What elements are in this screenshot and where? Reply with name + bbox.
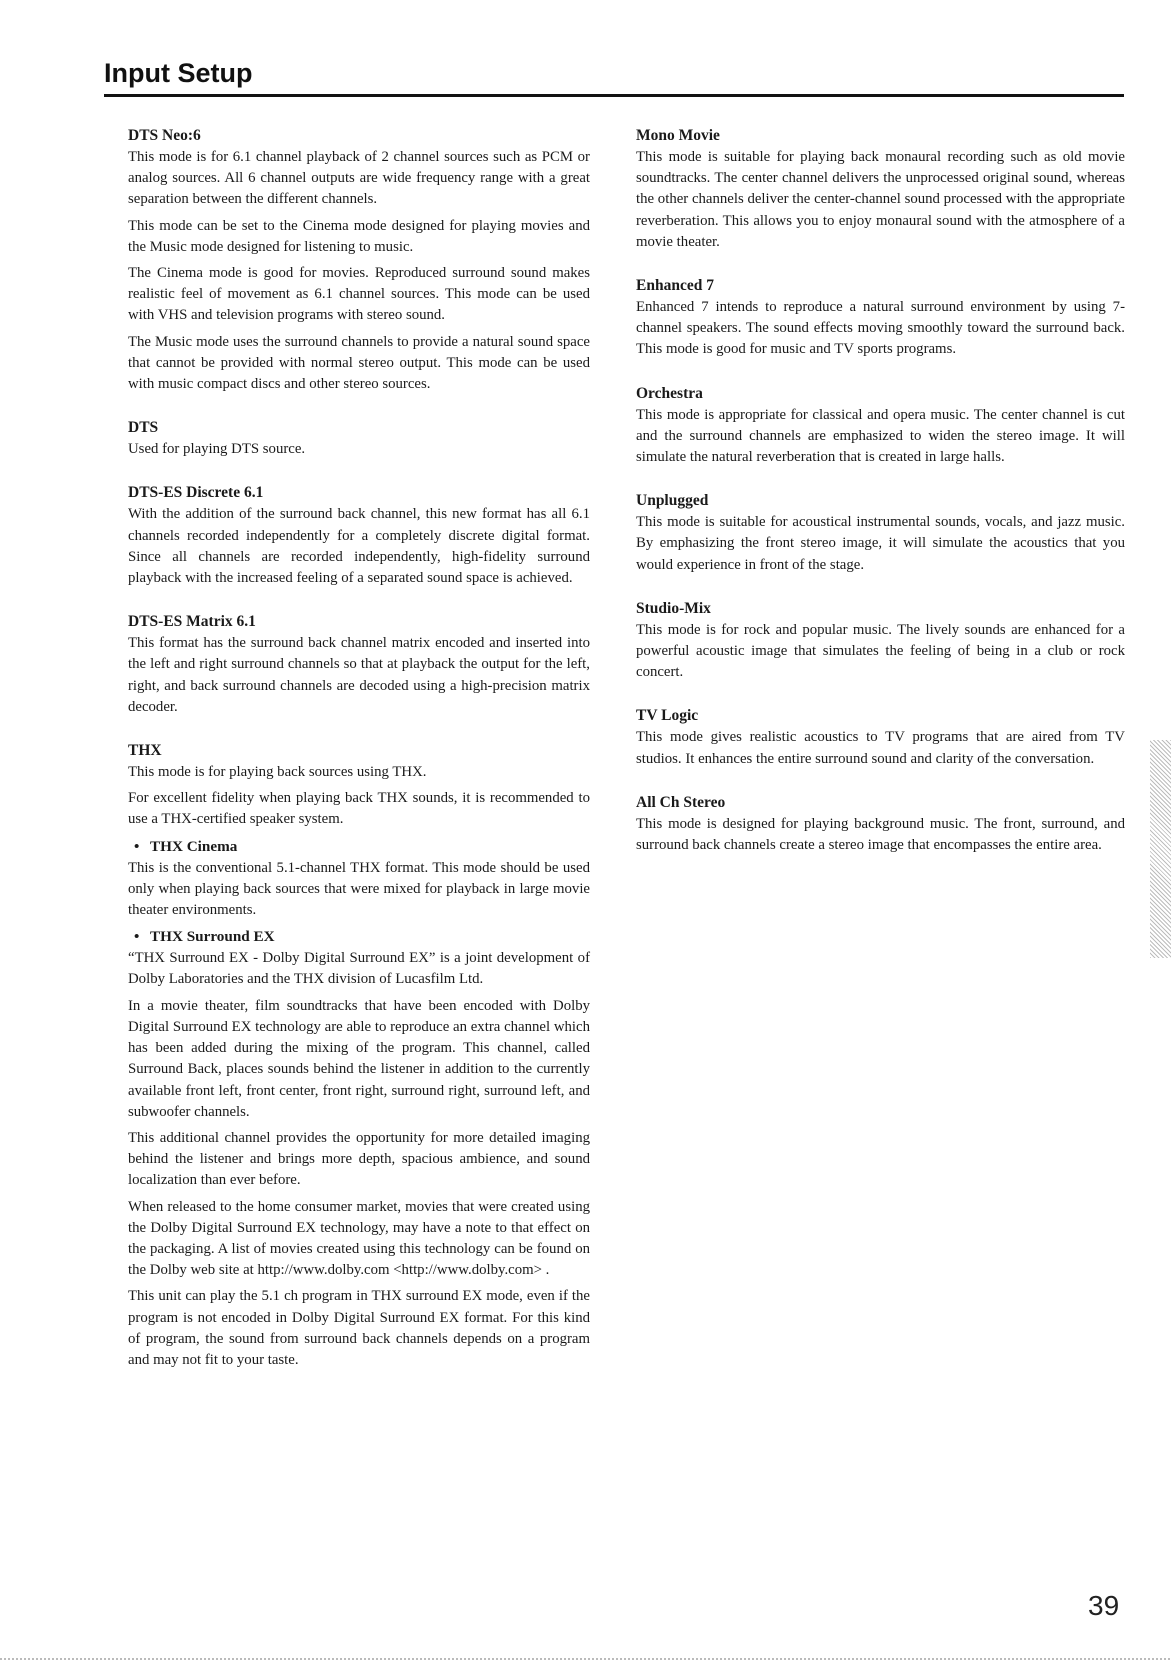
subsection-title-text: THX Surround EX — [150, 928, 275, 946]
page-header — [104, 57, 1124, 97]
paragraph: Enhanced 7 intends to reproduce a natural surround environment by using 7-channel speakers. The sound effects moving smoothly toward the surround back. This mode is good for music and TV sports programs. — [636, 299, 1125, 358]
section-enhanced-7 — [636, 275, 1125, 361]
subsection-thx-surround-ex — [128, 926, 590, 1371]
section-title: THX — [128, 742, 162, 760]
section-dts-es-discrete-6-1 — [128, 482, 590, 589]
paragraph: This mode is suitable for playing back monaural recording such as old movie soundtracks. The center channel delivers the unprocessed original sound, whereas the other channels deliver the center-channel sound processed with the appropriate reverberation. This allows you to enjoy monaural sound with the atmosphere of a movie theater. — [636, 149, 1125, 250]
subsection-thx-cinema — [128, 836, 590, 922]
section-title: DTS-ES Matrix 6.1 — [128, 613, 256, 631]
section-studio-mix — [636, 598, 1125, 684]
edge-tab-marker — [1150, 740, 1171, 958]
paragraph: The Cinema mode is good for movies. Reproduced surround sound makes realistic feel of movement as 6.1 channel sources. This mode can be used with VHS and television programs with stereo sound. — [128, 265, 590, 324]
section-thx — [128, 740, 590, 1371]
left-column — [128, 125, 590, 1393]
paragraph: In a movie theater, film soundtracks that have been encoded with Dolby Digital Surround EX technology are able to reproduce an extra channel which has been added during the mixing of the program. This channel, called Surround Back, places sounds behind the listener in addition to the currently available front left, front center, front right, surround right, surround left, and subwoofer channels. — [128, 997, 590, 1120]
section-tv-logic — [636, 705, 1125, 769]
paragraph: This mode is suitable for acoustical instrumental sounds, vocals, and jazz music. By emphasizing the front stereo image, it will simulate the acoustics that you would experience in front of the stage. — [636, 514, 1125, 573]
paragraph: This mode gives realistic acoustics to TV programs that are aired from TV studios. It enhances the entire surround sound and clarity of the conversation. — [636, 729, 1125, 767]
subsection-title — [134, 836, 590, 858]
section-orchestra — [636, 383, 1125, 469]
section-title: DTS Neo:6 — [128, 127, 201, 144]
paragraph: This additional channel provides the opportunity for more detailed imaging behind the listener and brings more depth, spacious ambience, and sound localization than ever before. — [128, 1129, 590, 1189]
section-title: Studio-Mix — [636, 599, 711, 617]
paragraph: For excellent fidelity when playing back THX sounds, it is recommended to use a THX-certified speaker system. — [128, 790, 590, 828]
paragraph: When released to the home consumer market, movies that were created using the Dolby Digital Surround EX technology, may have a note to that effect on the packaging. A list of movies created using this technology can be found on the Dolby web site at http://www.dolby.com <http://www.dolby.com> . — [128, 1198, 590, 1279]
section-title: DTS — [128, 419, 159, 437]
paragraph: This mode is appropriate for classical and opera music. The center channel is cut and the surround channels are emphasized to widen the stereo image. It will simulate the natural reverberation that is created in large halls. — [636, 406, 1125, 466]
section-title: Enhanced 7 — [636, 277, 714, 295]
paragraph: This mode is for playing back sources using THX. — [128, 764, 427, 781]
bottom-edge — [0, 1658, 1171, 1660]
page-number: 39 — [1088, 1590, 1120, 1621]
section-title: Unplugged — [636, 492, 709, 510]
paragraph: This mode can be set to the Cinema mode designed for playing movies and the Music mode designed for listening to music. — [128, 217, 590, 255]
subsection-title-text: THX Cinema — [150, 837, 238, 855]
paragraph: “THX Surround EX - Dolby Digital Surround EX” is a joint development of Dolby Laboratories and the THX division of Lucasfilm Ltd. — [128, 950, 590, 988]
paragraph: This format has the surround back channel matrix encoded and inserted into the left and right surround channels so that at playback the output for the left, right, and back surround channels are decoded using a high-precision matrix decoder. — [128, 635, 590, 715]
bullet: • — [134, 928, 140, 946]
paragraph: With the addition of the surround back channel, this new format has all 6.1 channels recorded independently for a completely discrete digital format. Since all channels are recorded independently, high-fidelity surround playback with the increased feeling of a separated sound space is achieved. — [128, 506, 590, 587]
header-rule — [104, 94, 1124, 97]
subsection-title — [134, 926, 590, 948]
section-title: All Ch Stereo — [636, 793, 726, 811]
section-mono-movie — [636, 125, 1125, 253]
section-dts — [128, 417, 590, 460]
paragraph: This mode is for 6.1 channel playback of 2 channel sources such as PCM or analog sources. All 6 channel outputs are wide frequency range with a great separation between the different channels. — [128, 149, 590, 208]
section-dts-es-matrix-6-1 — [128, 611, 590, 718]
section-title: Orchestra — [636, 384, 703, 402]
paragraph: This mode is designed for playing background music. The front, surround, and surround back channels create a stereo image that encompasses the entire area. — [636, 815, 1125, 854]
section-title: DTS-ES Discrete 6.1 — [128, 484, 264, 502]
page-title: Input Setup — [104, 58, 253, 88]
section-dts-neo-6 — [128, 125, 590, 395]
paragraph: This is the conventional 5.1-channel THX format. This mode should be used only when playing back sources that were mixed for playback in large movie theater environments. — [128, 859, 590, 919]
paragraph: This unit can play the 5.1 ch program in THX surround EX mode, even if the program is not encoded in Dolby Digital Surround EX format. For this kind of program, the sound from surround back channels depends on a program and may not fit to your taste. — [128, 1288, 590, 1368]
paragraph: This mode is for rock and popular music. The lively sounds are enhanced for a powerful acoustic image that simulates the feeling of being in a club or rock concert. — [636, 621, 1125, 681]
bullet: • — [134, 837, 140, 855]
section-title: Mono Movie — [636, 127, 720, 144]
section-unplugged — [636, 490, 1125, 576]
paragraph: Used for playing DTS source. — [128, 441, 306, 458]
section-all-ch-stereo — [636, 792, 1125, 856]
paragraph: The Music mode uses the surround channels to provide a natural sound space that cannot be provided with normal stereo output. This mode can be used with music compact discs and other stereo sources. — [128, 333, 590, 393]
section-title: TV Logic — [636, 707, 699, 725]
right-column — [636, 125, 1125, 878]
